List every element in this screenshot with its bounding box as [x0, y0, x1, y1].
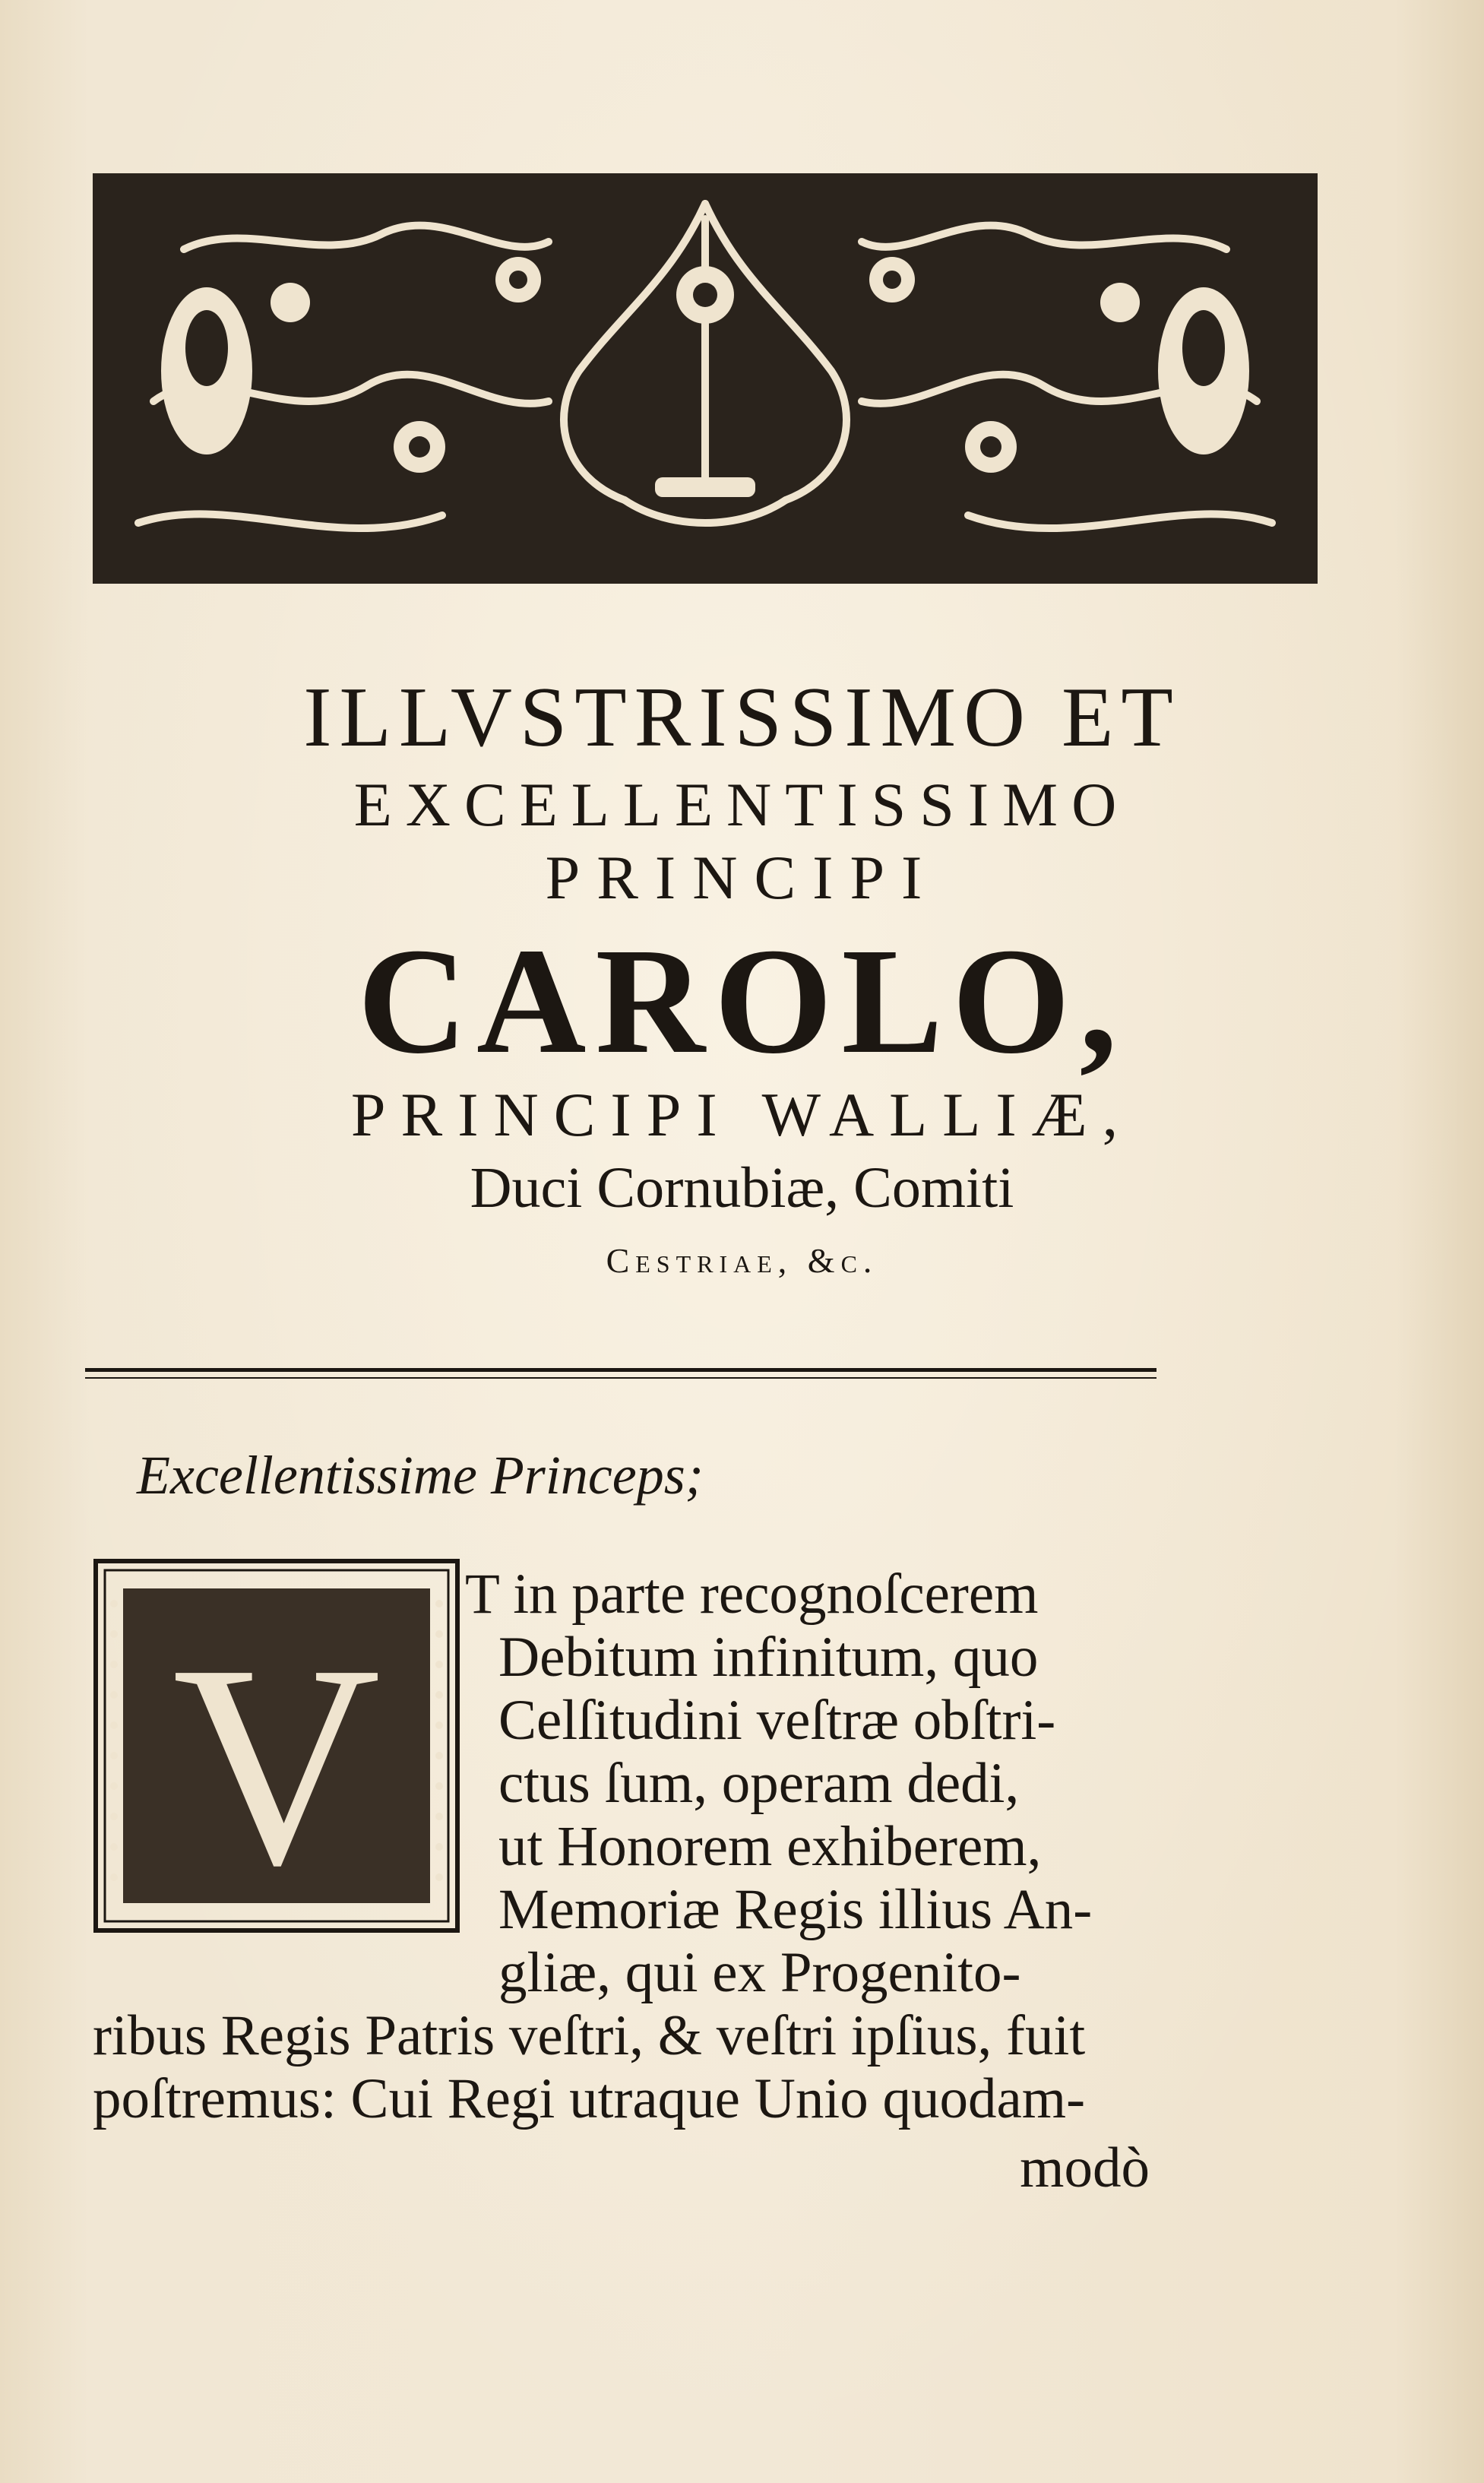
- body-line: Celſitudini veſtræ obſtri-: [498, 1689, 1056, 1752]
- svg-text:V: V: [172, 1605, 381, 1925]
- divider-rule-thin: [85, 1377, 1157, 1379]
- body-line: ctus ſum, operam dedi,: [498, 1752, 1020, 1815]
- body-line: gliæ, qui ex Progenito-: [498, 1941, 1021, 2004]
- body-line: Memoriæ Regis illius An-: [498, 1878, 1093, 1941]
- body-line: poſtremus: Cui Regi utraque Unio quodam-: [93, 2067, 1086, 2130]
- ornamental-headpiece-icon: [93, 173, 1318, 584]
- title-line-5: PRINCIPI WALLIÆ,: [350, 1080, 1134, 1149]
- title-line-1: ILLVSTRISSIMO ET: [303, 670, 1181, 765]
- title-line-6: Duci Cornubiæ, Comiti: [470, 1156, 1014, 1220]
- title-line-3: PRINCIPI: [545, 843, 939, 912]
- title-line-4: CAROLO,: [357, 917, 1127, 1085]
- title-line-2: EXCELLENTISSIMO: [353, 770, 1131, 839]
- catchword: modò: [1020, 2136, 1150, 2200]
- body-line: ut Honorem exhiberem,: [498, 1815, 1042, 1878]
- title-line-7: Cestriae, &c.: [606, 1241, 878, 1280]
- body-line: T in parte recognoſcerem: [465, 1563, 1039, 1626]
- divider-rule: [85, 1368, 1157, 1372]
- historiated-initial-icon: [93, 1558, 460, 1934]
- body-line: Debitum infinitum, quo: [498, 1626, 1039, 1689]
- salutation: Excellentissime Princeps;: [137, 1445, 704, 1506]
- body-line: ribus Regis Patris veſtri, & veſtri ipſius, fuit: [93, 2004, 1086, 2067]
